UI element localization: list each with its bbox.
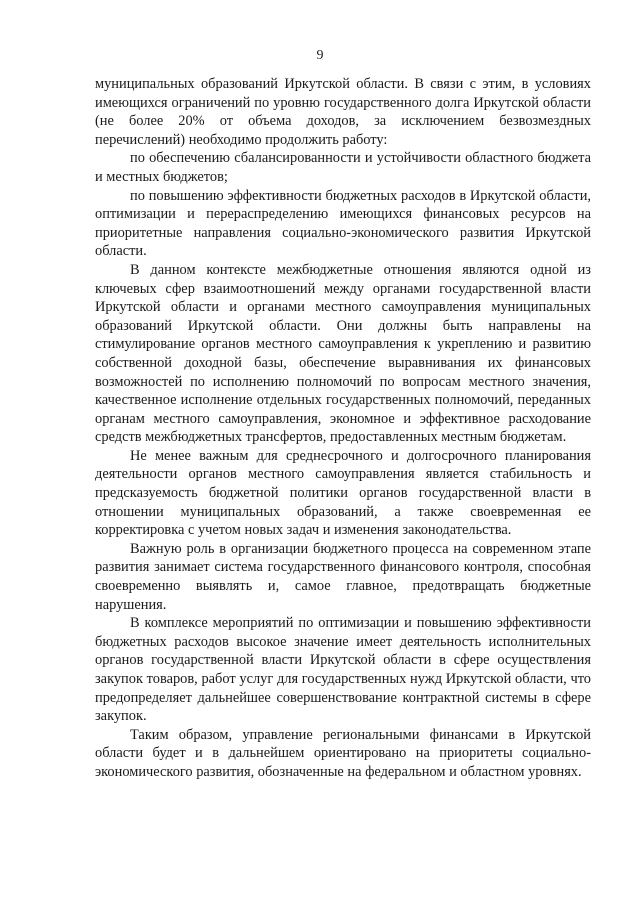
paragraph-procurement: В комплексе мероприятий по оптимизации и повышению эффективности бюджетных расходов высокое значение имеет деятельность исполнительных органов государственной власти Иркутской области в сфере осуществления закупок товаров, работ услуг для государственных нужд Иркутской области, что предопределяет дальнейшее совершенствование контрактной системы в сфере закупок. <box>95 615 591 725</box>
paragraph-interbudget-relations: В данном контексте межбюджетные отношения являются одной из ключевых сфер взаимоотношений между органами государственной власти Иркутской области и органами местного самоуправления муниципальных образований Иркутской области. Они должны быть направлены на стимулирование органов местного самоуправления к укреплению и развитию собственной доходной базы, обеспечение выравнивания их финансовых возможностей по исполнению полномочий по вопросам местного значения, качественное исполнение отдельных государственных полномочий, переданных органам местного самоуправления, экономное и эффективное расходование средств межбюджетных трансфертов, предоставленных местным бюджетам. <box>95 261 591 446</box>
paragraph-list-item-1: по обеспечению сбалансированности и устойчивости областного бюджета и местных бюджетов; <box>95 150 591 185</box>
paragraph-financial-control: Важную роль в организации бюджетного процесса на современном этапе развития занимает система государственного финансового контроля, способная своевременно выявлять и, самое главное, предотвращать бюджетные нарушения. <box>95 540 591 613</box>
page-number: 9 <box>316 48 324 63</box>
paragraph-conclusion: Таким образом, управление региональными финансами в Иркутской области будет и в дальнейшем ориентировано на приоритеты социально-экономического развития, обозначенные на федеральном и областном уровнях. <box>95 726 591 780</box>
document-body <box>95 75 591 782</box>
paragraph-budget-policy-stability: Не менее важным для среднесрочного и долгосрочного планирования деятельности органов местного самоуправления является стабильность и предсказуемость бюджетной политики органов государственной власти в отношении муниципальных образований, а также своевременная ее корректировка с учетом новых задач и изменения законодательства. <box>95 447 591 539</box>
paragraph-continuation: муниципальных образований Иркутской области. В связи с этим, в условиях имеющихся ограничений по уровню государственного долга Иркутской области (не более 20% от объема доходов, за исключением безвозмездных перечислений) необходимо продолжить работу: <box>95 76 591 148</box>
paragraph-list-item-2: по повышению эффективности бюджетных расходов в Иркутской области, оптимизации и перераспределению имеющихся финансовых ресурсов на приоритетные направления социально-экономического развития Иркутской области. <box>95 187 591 260</box>
